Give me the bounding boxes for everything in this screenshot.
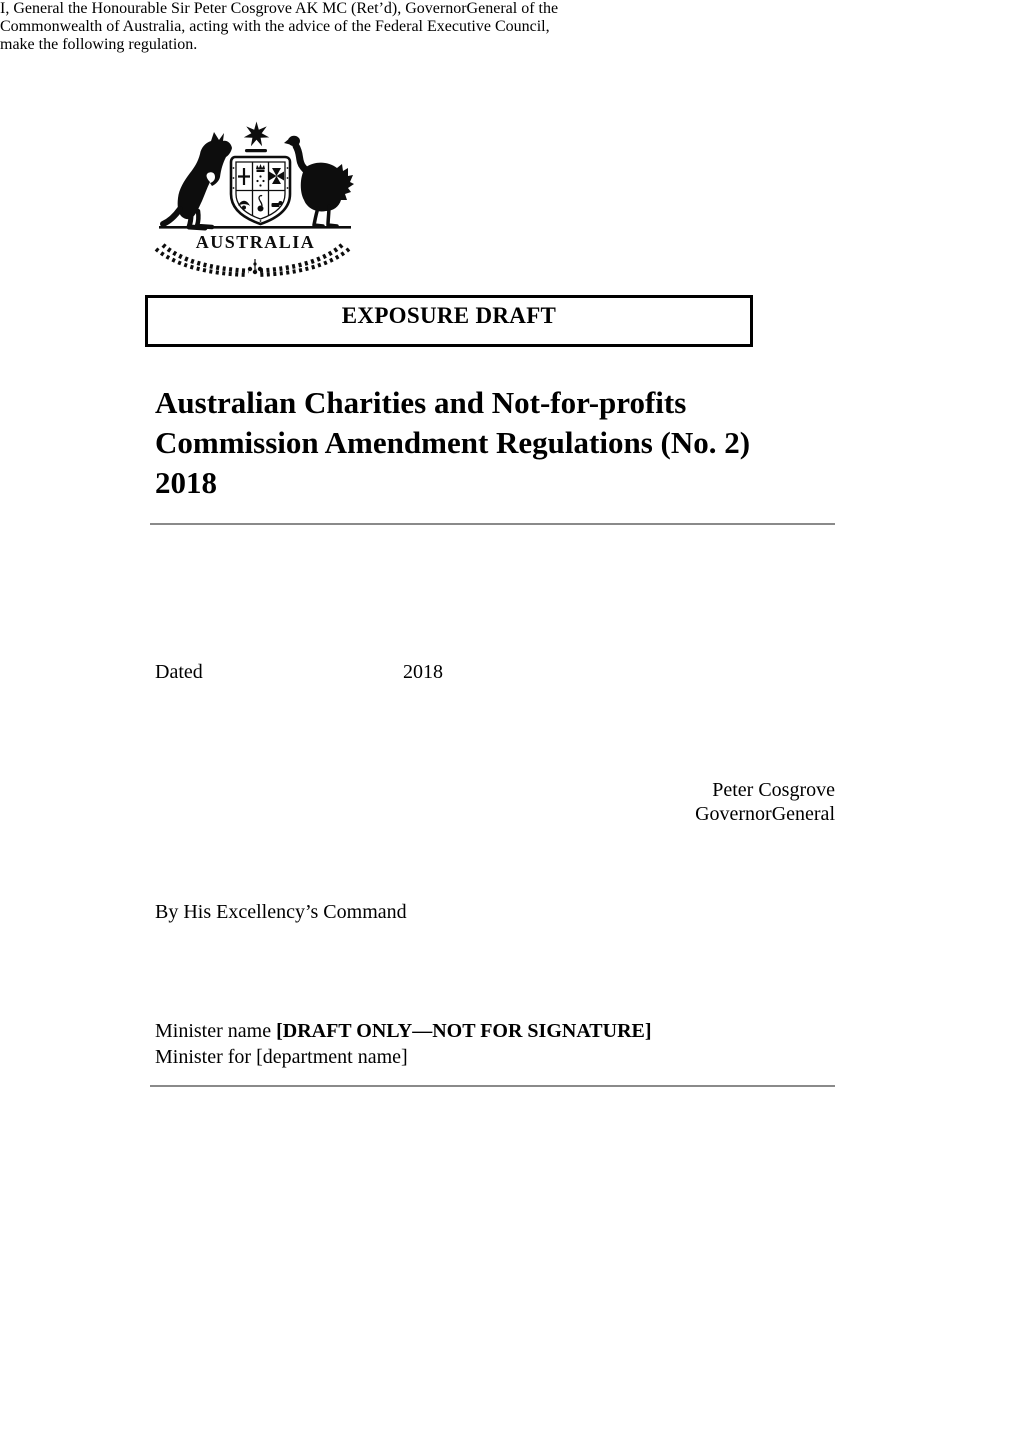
signature-block bbox=[155, 778, 835, 826]
command-line: By His Excellency’s Command bbox=[155, 901, 407, 923]
document-title-line-2: Commission Amendment Regulations (No. 2) bbox=[155, 425, 751, 460]
shield-icon bbox=[231, 157, 290, 224]
footer-divider bbox=[150, 1085, 835, 1087]
exposure-draft-banner bbox=[145, 295, 753, 347]
commonwealth-star-icon bbox=[244, 122, 269, 153]
emu-icon bbox=[284, 136, 354, 226]
minister-name-line bbox=[155, 1018, 835, 1044]
dated-line bbox=[155, 659, 835, 686]
exposure-draft-label: EXPOSURE DRAFT bbox=[341, 303, 557, 328]
minister-block bbox=[155, 1018, 835, 1070]
document-title bbox=[155, 383, 815, 503]
preamble-line-3: make the following regulation. bbox=[0, 36, 198, 53]
preamble-line-2: Commonwealth of Australia, acting with the advice of the Federal Executive Council, bbox=[0, 18, 550, 35]
kangaroo-icon bbox=[163, 132, 232, 228]
minister-name-label: Minister name bbox=[155, 1020, 277, 1042]
document-title-line-3: 2018 bbox=[155, 465, 217, 500]
signatory-title: GovernorGeneral bbox=[695, 803, 835, 825]
coat-of-arms-graphic bbox=[149, 118, 356, 278]
minister-department-line: Minister for [department name] bbox=[155, 1046, 408, 1068]
dated-year: 2018 bbox=[403, 661, 443, 683]
title-divider bbox=[150, 523, 835, 525]
wattle-flowers-icon bbox=[248, 259, 262, 274]
coat-of-arms-country-label: AUSTRALIA bbox=[195, 232, 316, 252]
signatory-name: Peter Cosgrove bbox=[712, 779, 835, 801]
dated-label: Dated bbox=[155, 661, 203, 683]
coat-of-arms bbox=[149, 118, 356, 278]
draft-only-notice: [DRAFT ONLY—NOT FOR SIGNATURE] bbox=[276, 1020, 652, 1042]
document-title-line-1: Australian Charities and Not-for-profits bbox=[155, 385, 687, 420]
preamble-line-1: I, General the Honourable Sir Peter Cosgrove AK MC (Ret’d), GovernorGeneral of the bbox=[0, 0, 559, 17]
